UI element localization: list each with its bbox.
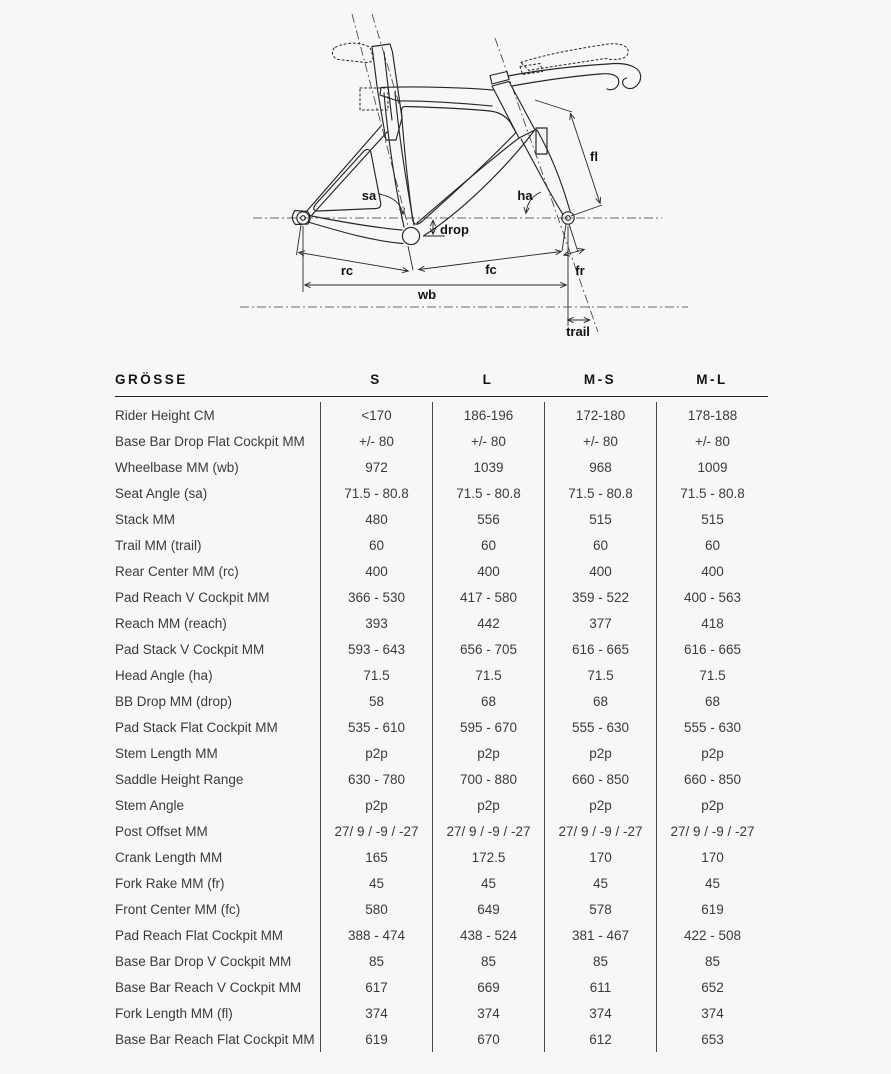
row-value: 555 - 630 [544,714,656,740]
geometry-figure [0,0,891,360]
table-row [115,818,768,844]
rc-dim [299,253,408,272]
fr-dim [564,250,584,256]
row-value: 71.5 - 80.8 [544,480,656,506]
row-value: 186-196 [432,402,544,428]
row-label: Stack MM [115,511,176,527]
table-row [115,948,768,974]
row-label: Pad Stack V Cockpit MM [115,641,265,657]
row-value: p2p [432,740,544,766]
row-value: 68 [432,688,544,714]
row-value: 400 [544,558,656,584]
row-value: 381 - 467 [544,922,656,948]
row-value: 85 [544,948,656,974]
row-value: 71.5 - 80.8 [320,480,432,506]
table-row [115,688,768,714]
fr-ext [569,224,578,252]
row-value: 45 [432,870,544,896]
label-drop: drop [440,222,469,237]
row-value: 60 [544,532,656,558]
table-row [115,844,768,870]
front-ext [562,224,566,251]
table-row [115,636,768,662]
row-value: 652 [656,974,768,1000]
column-header-ms: M-S [583,372,617,387]
row-value: 27/ 9 / -9 / -27 [432,818,544,844]
bb-ext [408,246,413,270]
row-value: 617 [320,974,432,1000]
column-header-l: L [482,372,494,387]
table-row [115,714,768,740]
row-value: 611 [544,974,656,1000]
table-row [115,1026,768,1052]
seat-stay-lower [311,131,388,216]
row-label: Post Offset MM [115,823,208,839]
table-row [115,766,768,792]
row-value: 85 [432,948,544,974]
row-value: 556 [432,506,544,532]
row-value: 1039 [432,454,544,480]
row-value: p2p [320,792,432,818]
row-value: 616 - 665 [544,636,656,662]
table-body [115,397,768,1052]
row-value: 60 [432,532,544,558]
row-label: Head Angle (ha) [115,667,213,683]
fl-ext-top [535,100,572,112]
row-value: 374 [432,1000,544,1026]
table-row [115,402,768,428]
row-label: Trail MM (trail) [115,537,202,553]
row-value: 400 [432,558,544,584]
row-value: 400 [320,558,432,584]
row-value: 71.5 [656,662,768,688]
brake-lever-inner [600,74,619,90]
row-value: p2p [656,740,768,766]
row-label: Base Bar Drop V Cockpit MM [115,953,292,969]
table-row [115,922,768,948]
row-value: 85 [320,948,432,974]
row-value: 417 - 580 [432,584,544,610]
row-value: 968 [544,454,656,480]
row-label: Seat Angle (sa) [115,485,208,501]
row-value: 649 [432,896,544,922]
row-value: 515 [656,506,768,532]
label-ha: ha [517,188,533,203]
row-value: 700 - 880 [432,766,544,792]
row-label: Crank Length MM [115,849,223,865]
row-value: +/- 80 [320,428,432,454]
column-header-s: S [370,372,382,387]
base-bar-lower [512,74,600,86]
label-fr: fr [575,263,585,278]
row-value: 515 [544,506,656,532]
rear-axle [292,211,310,225]
row-value: +/- 80 [544,428,656,454]
row-label: BB Drop MM (drop) [115,693,233,709]
label-fl: fl [590,149,598,164]
row-value: p2p [544,792,656,818]
row-label: Fork Length MM (fl) [115,1005,233,1021]
row-value: 27/ 9 / -9 / -27 [544,818,656,844]
row-value: 170 [544,844,656,870]
table-row [115,792,768,818]
geometry-table [115,369,768,1052]
row-value: 45 [544,870,656,896]
row-label: Base Bar Reach V Cockpit MM [115,979,302,995]
row-value: 653 [656,1026,768,1052]
row-value: 393 [320,610,432,636]
row-value: 555 - 630 [656,714,768,740]
row-label: Front Center MM (fc) [115,901,241,917]
row-value: 400 [656,558,768,584]
table-row [115,506,768,532]
label-trail: trail [566,324,590,339]
table-row [115,454,768,480]
row-value: 71.5 - 80.8 [432,480,544,506]
table-row [115,974,768,1000]
row-value: <170 [320,402,432,428]
row-value: 85 [656,948,768,974]
row-value: 68 [544,688,656,714]
column-header-ml: M-L [696,372,728,387]
seat-axis-line-2 [372,14,401,110]
row-value: 374 [656,1000,768,1026]
rc-ext [297,225,302,255]
row-value: 972 [320,454,432,480]
fork-blade-rear [521,139,563,215]
row-value: 178-188 [656,402,768,428]
row-value: 68 [656,688,768,714]
row-value: 172.5 [432,844,544,870]
row-value: 630 - 780 [320,766,432,792]
label-sa: sa [361,188,377,203]
row-value: p2p [656,792,768,818]
row-value: 58 [320,688,432,714]
table-row [115,558,768,584]
row-label: Reach MM (reach) [115,615,227,631]
label-fc: fc [485,262,497,277]
row-label: Stem Length MM [115,745,218,761]
row-value: 71.5 [320,662,432,688]
row-value: 388 - 474 [320,922,432,948]
bike-geometry-diagram [0,0,891,360]
row-value: 616 - 665 [656,636,768,662]
row-value: 1009 [656,454,768,480]
row-value: 595 - 670 [432,714,544,740]
chain-stay-lower [308,222,403,244]
row-value: 438 - 524 [432,922,544,948]
head-tube [492,82,535,139]
row-value: 422 - 508 [656,922,768,948]
row-value: 669 [432,974,544,1000]
row-label: Rider Height CM [115,407,215,423]
row-value: 45 [656,870,768,896]
bottom-bracket [402,227,419,244]
table-row [115,532,768,558]
label-wb: wb [417,287,437,302]
row-label: Base Bar Drop Flat Cockpit MM [115,433,305,449]
row-value: 593 - 643 [320,636,432,662]
row-label: Rear Center MM (rc) [115,563,239,579]
row-value: 660 - 850 [544,766,656,792]
row-value: 535 - 610 [320,714,432,740]
row-value: 670 [432,1026,544,1052]
row-value: 400 - 563 [656,584,768,610]
row-value: +/- 80 [656,428,768,454]
row-value: +/- 80 [432,428,544,454]
row-value: 170 [656,844,768,870]
row-value: 619 [656,896,768,922]
table-header-row [115,369,768,397]
table-row [115,480,768,506]
row-label: Fork Rake MM (fr) [115,875,225,891]
row-value: 60 [320,532,432,558]
row-value: 578 [544,896,656,922]
label-rc: rc [340,263,354,278]
row-value: 612 [544,1026,656,1052]
saddle-outline [332,43,372,62]
row-value: 418 [656,610,768,636]
row-value: 619 [320,1026,432,1052]
row-value: 71.5 [544,662,656,688]
row-label: Pad Reach Flat Cockpit MM [115,927,284,943]
row-value: 359 - 522 [544,584,656,610]
row-value: 60 [656,532,768,558]
row-value: 374 [544,1000,656,1026]
table-row [115,662,768,688]
table-row [115,428,768,454]
row-value: 71.5 [432,662,544,688]
down-tube-lower [424,131,534,236]
row-label: Base Bar Reach Flat Cockpit MM [115,1031,315,1047]
row-value: p2p [320,740,432,766]
row-value: p2p [432,792,544,818]
row-value: p2p [544,740,656,766]
row-value: 172-180 [544,402,656,428]
row-value: 27/ 9 / -9 / -27 [320,818,432,844]
row-value: 27/ 9 / -9 / -27 [656,818,768,844]
row-value: 656 - 705 [432,636,544,662]
row-value: 580 [320,896,432,922]
table-row [115,1000,768,1026]
row-label: Saddle Height Range [115,771,244,787]
table-row [115,610,768,636]
row-value: 71.5 - 80.8 [656,480,768,506]
row-label: Stem Angle [115,797,185,813]
table-row [115,584,768,610]
down-tube [417,138,519,223]
row-label: Pad Reach V Cockpit MM [115,589,270,605]
row-value: 366 - 530 [320,584,432,610]
table-row [115,740,768,766]
row-label: Pad Stack Flat Cockpit MM [115,719,278,735]
table-row [115,870,768,896]
row-value: 45 [320,870,432,896]
brake-lever [608,64,641,89]
row-value: 480 [320,506,432,532]
row-label: Wheelbase MM (wb) [115,459,239,475]
row-value: 165 [320,844,432,870]
row-value: 377 [544,610,656,636]
row-value: 660 - 850 [656,766,768,792]
main-triangle-cutout [401,106,516,224]
row-value: 374 [320,1000,432,1026]
seatpost-clamp-outline [360,88,388,110]
row-value: 442 [432,610,544,636]
table-row [115,896,768,922]
top-tube-lower [398,101,492,106]
fl-ext-bottom [571,205,602,216]
size-header: GRÖSSE [115,372,188,387]
